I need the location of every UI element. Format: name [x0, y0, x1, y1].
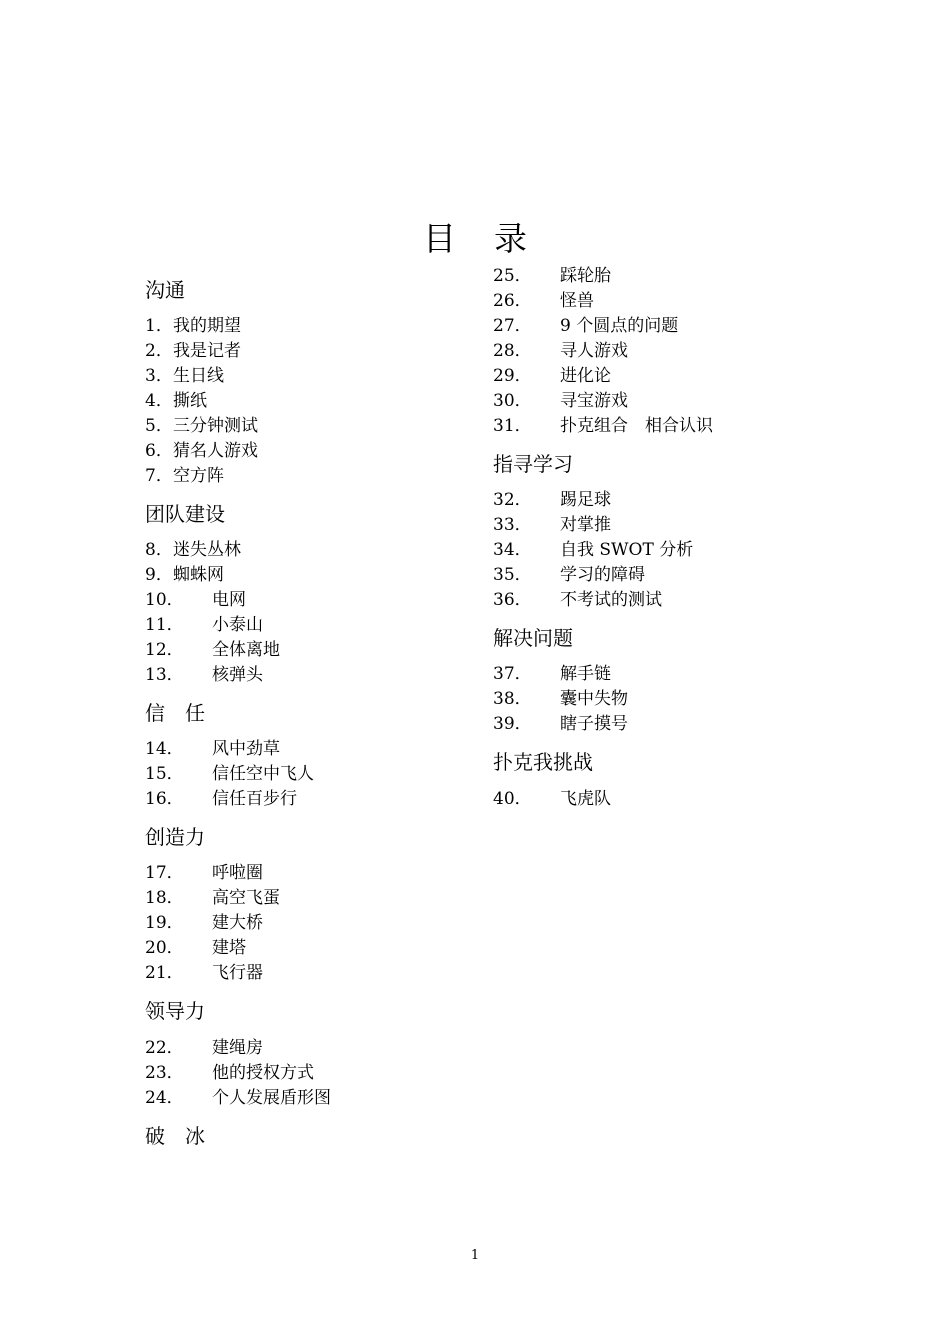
toc-entry-number: 27．: [493, 316, 532, 336]
toc-entry[interactable]: [145, 588, 246, 613]
toc-entry-title: 三分钟测试: [173, 416, 258, 436]
toc-entry[interactable]: [145, 911, 263, 936]
toc-entry[interactable]: [493, 588, 662, 613]
toc-entry-title: 建塔: [212, 938, 246, 958]
toc-entry[interactable]: [145, 439, 258, 464]
toc-entry-title: 撕纸: [173, 391, 207, 411]
toc-entry-title: 我的期望: [173, 316, 241, 336]
toc-entry-title: 呼啦圈: [212, 863, 263, 883]
toc-entry[interactable]: [493, 488, 611, 513]
toc-entry[interactable]: [145, 663, 263, 688]
toc-entry[interactable]: [145, 339, 241, 364]
toc-entry-title: 猜名人游戏: [173, 441, 258, 461]
toc-entry[interactable]: [145, 389, 207, 414]
toc-entry[interactable]: [493, 563, 645, 588]
toc-entry[interactable]: [145, 1061, 314, 1086]
toc-entry-number: 11．: [145, 615, 184, 635]
section-heading: 创造力: [145, 825, 205, 849]
section-heading: 信 任: [145, 701, 205, 725]
toc-entry[interactable]: [493, 264, 611, 289]
toc-entry-title: 小泰山: [212, 615, 263, 635]
toc-entry-number: 3．: [145, 366, 173, 386]
toc-entry-title: 建大桥: [212, 913, 263, 933]
toc-entry[interactable]: [145, 762, 314, 787]
toc-entry[interactable]: [145, 364, 224, 389]
toc-entry-number: 39．: [493, 714, 532, 734]
toc-entry[interactable]: [145, 314, 241, 339]
toc-entry-title: 寻宝游戏: [560, 391, 628, 411]
section-heading: 扑克我挑战: [493, 750, 593, 774]
toc-entry-title: 踩轮胎: [560, 266, 611, 286]
toc-entry[interactable]: [493, 364, 611, 389]
toc-entry[interactable]: [145, 936, 246, 961]
toc-entry-title: 解手链: [560, 664, 611, 684]
toc-entry-title: 个人发展盾形图: [212, 1088, 331, 1108]
toc-entry-number: 13．: [145, 665, 184, 685]
toc-entry-title: 核弹头: [212, 665, 263, 685]
toc-entry[interactable]: [493, 389, 628, 414]
toc-entry-number: 25．: [493, 266, 532, 286]
toc-entry-number: 8．: [145, 540, 173, 560]
toc-entry-number: 20．: [145, 938, 184, 958]
toc-entry[interactable]: [145, 613, 263, 638]
toc-entry[interactable]: [145, 737, 280, 762]
page-title: 目录: [423, 219, 565, 258]
toc-entry-title: 蜘蛛网: [173, 565, 224, 585]
toc-entry[interactable]: [493, 289, 594, 314]
toc-entry[interactable]: [145, 886, 280, 911]
toc-entry-title: 对掌推: [560, 515, 611, 535]
toc-entry-number: 29．: [493, 366, 532, 386]
toc-entry-number: 19．: [145, 913, 184, 933]
toc-entry-title: 空方阵: [173, 466, 224, 486]
toc-entry[interactable]: [145, 1086, 331, 1111]
toc-entry-title: 飞行器: [212, 963, 263, 983]
toc-entry-number: 18．: [145, 888, 184, 908]
toc-entry-number: 6．: [145, 441, 173, 461]
toc-entry-title: 进化论: [560, 366, 611, 386]
toc-entry[interactable]: [493, 662, 611, 687]
toc-entry-title: 囊中失物: [560, 689, 628, 709]
toc-entry-title: 寻人游戏: [560, 341, 628, 361]
toc-entry-title: 风中劲草: [212, 739, 280, 759]
toc-entry-title: 怪兽: [560, 291, 594, 311]
toc-entry-number: 7．: [145, 466, 173, 486]
toc-entry-number: 2．: [145, 341, 173, 361]
toc-entry-number: 9．: [145, 565, 173, 585]
toc-entry[interactable]: [145, 1036, 263, 1061]
toc-entry-title: 建绳房: [212, 1038, 263, 1058]
toc-entry-number: 37．: [493, 664, 532, 684]
toc-entry-title: 电网: [212, 590, 246, 610]
toc-entry-title: 不考试的测试: [560, 590, 662, 610]
toc-entry-number: 1．: [145, 316, 173, 336]
toc-entry-title: 信任百步行: [212, 789, 297, 809]
toc-entry[interactable]: [145, 787, 297, 812]
toc-entry-number: 28．: [493, 341, 532, 361]
toc-entry-number: 14．: [145, 739, 184, 759]
toc-entry-number: 10．: [145, 590, 184, 610]
section-heading: 指寻学习: [493, 452, 573, 476]
toc-entry[interactable]: [145, 538, 241, 563]
toc-entry-number: 15．: [145, 764, 184, 784]
toc-entry-number: 40．: [493, 789, 532, 809]
toc-entry-number: 17．: [145, 863, 184, 883]
toc-entry-number: 30．: [493, 391, 532, 411]
section-heading: 领导力: [145, 999, 205, 1023]
toc-entry[interactable]: [493, 787, 611, 812]
toc-entry-number: 16．: [145, 789, 184, 809]
page-number: 1: [470, 1248, 480, 1263]
toc-entry[interactable]: [145, 638, 280, 663]
toc-entry-number: 31．: [493, 416, 532, 436]
toc-entry-title: 9 个圆点的问题: [560, 316, 679, 336]
toc-entry[interactable]: [493, 712, 628, 737]
toc-entry-title: 全体离地: [212, 640, 280, 660]
toc-entry-number: 35．: [493, 565, 532, 585]
toc-entry[interactable]: [493, 414, 713, 439]
toc-entry-number: 32．: [493, 490, 532, 510]
toc-entry-number: 4．: [145, 391, 173, 411]
toc-entry[interactable]: [145, 961, 263, 986]
toc-entry[interactable]: [145, 563, 224, 588]
toc-entry-title: 学习的障碍: [560, 565, 645, 585]
toc-entry-title: 他的授权方式: [212, 1063, 314, 1083]
toc-entry-title: 迷失丛林: [173, 540, 241, 560]
section-heading: 解决问题: [493, 626, 573, 650]
toc-entry-number: 22．: [145, 1038, 184, 1058]
toc-entry[interactable]: [145, 464, 224, 489]
toc-entry-number: 34．: [493, 540, 532, 560]
toc-entry-number: 36．: [493, 590, 532, 610]
toc-entry[interactable]: [493, 513, 611, 538]
toc-entry-title: 飞虎队: [560, 789, 611, 809]
toc-entry-number: 23．: [145, 1063, 184, 1083]
toc-entry-title: 自我 SWOT 分析: [560, 540, 694, 560]
toc-entry[interactable]: [493, 314, 679, 339]
toc-entry-number: 12．: [145, 640, 184, 660]
toc-entry-number: 24．: [145, 1088, 184, 1108]
toc-entry-title: 我是记者: [173, 341, 241, 361]
toc-entry-title: 信任空中飞人: [212, 764, 314, 784]
toc-entry[interactable]: [493, 339, 628, 364]
toc-entry[interactable]: [493, 687, 628, 712]
toc-entry-title: 踢足球: [560, 490, 611, 510]
toc-entry-number: 38．: [493, 689, 532, 709]
toc-entry[interactable]: [145, 414, 258, 439]
toc-entry-number: 5．: [145, 416, 173, 436]
toc-entry-number: 21．: [145, 963, 184, 983]
toc-entry[interactable]: [145, 861, 263, 886]
toc-entry-title: 扑克组合 相合认识: [560, 416, 713, 436]
toc-entry[interactable]: [493, 538, 694, 563]
toc-entry-title: 生日线: [173, 366, 224, 386]
toc-entry-title: 高空飞蛋: [212, 888, 280, 908]
toc-entry-number: 33．: [493, 515, 532, 535]
toc-entry-title: 瞎子摸号: [560, 714, 628, 734]
section-heading: 沟通: [145, 278, 185, 302]
section-heading: 破 冰: [145, 1124, 205, 1148]
toc-entry-number: 26．: [493, 291, 532, 311]
section-heading: 团队建设: [145, 502, 225, 526]
